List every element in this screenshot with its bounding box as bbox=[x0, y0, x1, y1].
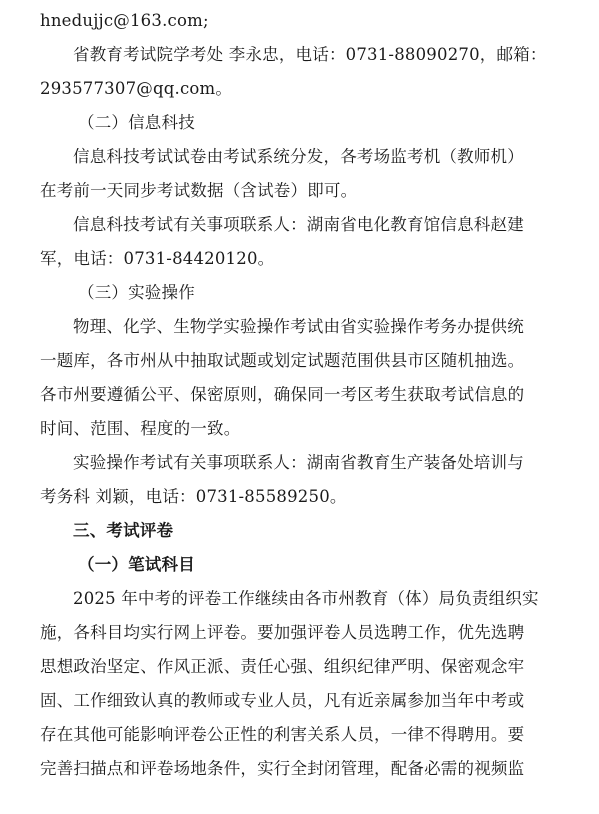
contact-line: 考务科 刘颖，电话：0731-85589250。 bbox=[40, 487, 347, 506]
section-subheading: （一）笔试科目 bbox=[78, 555, 195, 574]
section-subheading: （三）实验操作 bbox=[78, 283, 195, 302]
paragraph-line: 时间、范围、程度的一致。 bbox=[40, 419, 241, 438]
contact-line: 实验操作考试有关事项联系人：湖南省教育生产装备处培训与 bbox=[73, 453, 524, 472]
paragraph-line: 存在其他可能影响评卷公正性的利害关系人员，一律不得聘用。要 bbox=[40, 725, 525, 744]
paragraph-line: 各市州要遵循公平、保密原则，确保同一考区考生获取考试信息的 bbox=[40, 385, 525, 404]
section-subheading: （二）信息科技 bbox=[78, 113, 195, 132]
paragraph-line: 2025 年中考的评卷工作继续由各市州教育（体）局负责组织实 bbox=[73, 589, 539, 608]
paragraph-line: 信息科技考试试卷由考试系统分发，各考场监考机（教师机） bbox=[73, 147, 524, 166]
email-line: 293577307@qq.com。 bbox=[40, 79, 233, 98]
paragraph-line: 完善扫描点和评卷场地条件，实行全封闭管理，配备必需的视频监 bbox=[40, 759, 525, 778]
section-heading: 三、考试评卷 bbox=[73, 521, 174, 540]
paragraph-line: 思想政治坚定、作风正派、责任心强、组织纪律严明、保密观念牢 bbox=[40, 657, 525, 676]
paragraph-line: 在考前一天同步考试数据（含试卷）即可。 bbox=[40, 181, 358, 200]
contact-line: 省教育考试院学考处 李永忠，电话：0731-88090270，邮箱： bbox=[73, 45, 547, 64]
paragraph-line: 固、工作细致认真的教师或专业人员，凡有近亲属参加当年中考或 bbox=[40, 691, 525, 710]
contact-line: 军，电话：0731-84420120。 bbox=[40, 249, 275, 268]
contact-line: 信息科技考试有关事项联系人：湖南省电化教育馆信息科赵建 bbox=[73, 215, 524, 234]
paragraph-line: 物理、化学、生物学实验操作考试由省实验操作考务办提供统 bbox=[73, 317, 524, 336]
paragraph-line: 施，各科目均实行网上评卷。要加强评卷人员选聘工作，优先选聘 bbox=[40, 623, 525, 642]
email-line: hnedujjc@163.com; bbox=[40, 11, 209, 30]
paragraph-line: 一题库，各市州从中抽取试题或划定试题范围供县市区随机抽选。 bbox=[40, 351, 525, 370]
